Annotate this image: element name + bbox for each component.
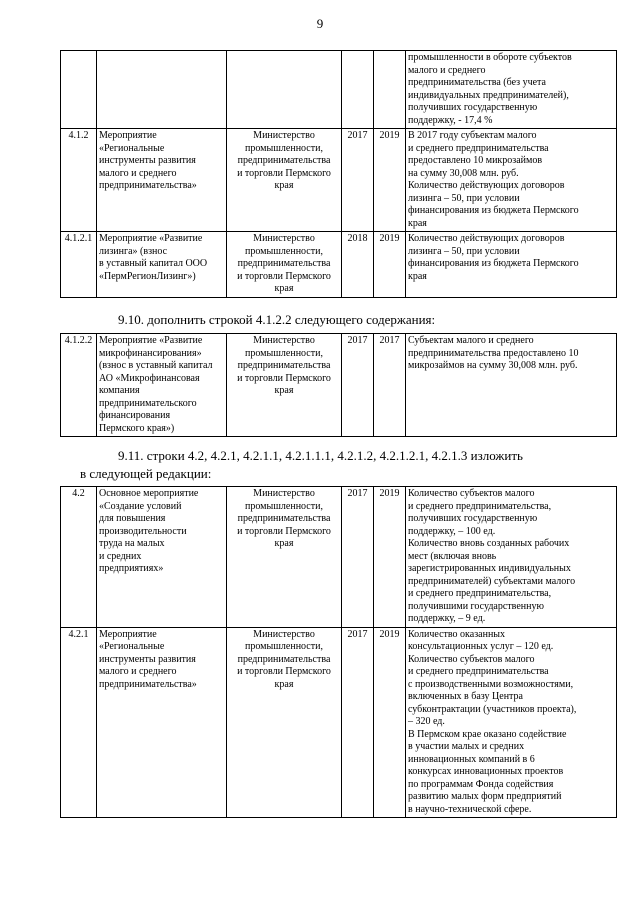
expected-result-cell-line: поддержку, – 100 ед. [408, 525, 496, 537]
expected-result-cell-line: Количество действующих договоров [408, 233, 565, 244]
start-year-cell: 2018 [342, 232, 374, 298]
responsible-executor-cell-line: Министерство [253, 130, 315, 141]
activity-name-cell [97, 51, 227, 129]
activity-name-cell-line: финансирования [99, 410, 171, 421]
responsible-executor-cell-line: промышленности, [245, 245, 323, 257]
responsible-executor-cell-line: предпринимательства [237, 513, 331, 524]
responsible-executor-cell-line: промышленности, [245, 142, 323, 154]
responsible-executor-cell-line: и торговли Пермского [237, 372, 331, 384]
item-number-cell: 4.1.2.2 [61, 334, 97, 437]
activity-name-cell [97, 334, 227, 437]
start-year-cell: 2017 [342, 487, 374, 628]
activity-name-cell-line: предпринимательства» [99, 678, 197, 690]
item-number-cell [61, 51, 97, 129]
expected-result-cell-line: поддержку, – 9 ед. [408, 613, 486, 624]
expected-result-cell-line: на сумму 30,008 млн. руб. [408, 167, 519, 179]
table-row [61, 627, 617, 818]
activity-name-cell-line: предпринимательства» [99, 180, 197, 191]
expected-result-cell-line: поддержку, - 17,4 % [408, 114, 493, 126]
expected-result-cell-line: малого и среднего [408, 64, 486, 76]
end-year-cell: 2019 [374, 129, 406, 232]
expected-result-cell-line: предпринимателей) субъектами малого [408, 575, 576, 587]
expected-result-cell-line: получивших государственную [408, 513, 538, 524]
expected-result-cell-line: Количество оказанных [408, 628, 506, 640]
responsible-executor-cell-line: предпринимательства [237, 155, 331, 166]
responsible-executor-cell-line: Министерство [253, 628, 315, 640]
table-row [61, 129, 617, 232]
responsible-executor-cell-line: промышленности, [245, 500, 323, 512]
activity-name-cell-line: микрофинансирования» [99, 347, 202, 359]
start-year-cell: 2017 [342, 627, 374, 818]
expected-result-cell-line: зарегистрированных индивидуальных [408, 563, 571, 574]
expected-result-cell-line: предпринимательства (без учета [408, 77, 546, 88]
item-number-cell: 4.2 [61, 487, 97, 628]
activity-name-cell-line: Мероприятие [99, 628, 157, 640]
expected-result-cell-line: развитию малых форм предприятий [408, 791, 562, 802]
activity-name-cell-line: Мероприятие [99, 130, 157, 141]
end-year-cell: 2019 [374, 487, 406, 628]
responsible-executor-cell-line: края [274, 538, 294, 549]
responsible-executor-cell-line: и торговли Пермского [237, 666, 331, 677]
expected-result-cell-line: Количество вновь созданных рабочих [408, 538, 570, 549]
expected-result-cell-line: лизинга – 50, при условии [408, 245, 520, 257]
expected-result-cell-line: микрозаймов на сумму 30,008 млн. руб. [408, 360, 578, 371]
activity-name-cell-line: «Региональные [99, 641, 165, 652]
expected-result-cell-line: финансирования из бюджета Пермского [408, 258, 579, 269]
activity-name-cell-line: производительности [99, 525, 187, 537]
activity-name-cell-line: АО «Микрофинансовая [99, 372, 200, 384]
start-year-cell [342, 51, 374, 129]
expected-result-cell-line: предпринимательства предоставлено 10 [408, 347, 579, 359]
activity-name-cell-line: и средних [99, 550, 142, 562]
responsible-executor-cell-line: и торговли Пермского [237, 525, 331, 537]
activity-name-cell-line: «ПермРегионЛизинг») [99, 270, 196, 282]
table-row [61, 487, 617, 628]
activity-name-cell-line: компания [99, 385, 140, 396]
activity-name-cell-line: «Региональные [99, 142, 165, 154]
activity-name-cell-line: Мероприятие «Развитие [99, 233, 203, 244]
expected-result-cell-line: индивидуальных предпринимателей), [408, 89, 569, 101]
expected-result-cell-line: края [408, 217, 427, 229]
activity-name-cell-line: Основное мероприятие [99, 488, 199, 499]
table-row [61, 232, 617, 298]
page-number: 9 [316, 16, 324, 31]
end-year-cell: 2019 [374, 627, 406, 818]
row-addition-table [60, 333, 617, 437]
activity-name-cell-line: в уставный капитал ООО [99, 258, 208, 269]
expected-result-cell [406, 51, 617, 129]
responsible-executor-cell [227, 232, 342, 298]
expected-result-cell-line: с производственными возможностями, [408, 678, 574, 690]
item-number-cell: 4.1.2.1 [61, 232, 97, 298]
responsible-executor-cell [227, 129, 342, 232]
activity-name-cell-line: малого и среднего [99, 167, 177, 179]
expected-result-cell-line: и среднего предпринимательства, [408, 588, 552, 599]
activity-name-cell-line: малого и среднего [99, 666, 177, 677]
activity-name-cell-line: труда на малых [99, 538, 165, 549]
responsible-executor-cell-line: края [274, 385, 294, 396]
expected-result-cell-line: субконтрактации (участников проекта), [408, 703, 577, 715]
responsible-executor-cell [227, 51, 342, 129]
activity-name-cell-line: для повышения [99, 513, 166, 524]
expected-result-cell-line: Количество субъектов малого [408, 653, 535, 665]
start-year-cell: 2017 [342, 334, 374, 437]
paragraph-9-11-line2: в следующей редакции: [80, 466, 212, 481]
responsible-executor-cell-line: края [274, 678, 294, 690]
expected-result-cell [406, 334, 617, 437]
expected-result-cell-line: в научно-технической сфере. [408, 803, 532, 815]
end-year-cell: 2017 [374, 334, 406, 437]
expected-result-cell-line: и среднего предпринимательства [408, 666, 549, 677]
expected-result-cell-line: и среднего предпринимательства, [408, 500, 552, 512]
activity-name-cell [97, 129, 227, 232]
expected-result-cell-line: включенных в базу Центра [408, 691, 523, 702]
activity-name-cell-line: предпринимательского [99, 397, 197, 409]
activity-name-cell-line: Пермского края») [99, 422, 175, 434]
expected-result-cell-line: Субъектам малого и среднего [408, 335, 534, 346]
activity-name-cell-line: Мероприятие «Развитие [99, 335, 203, 346]
start-year-cell: 2017 [342, 129, 374, 232]
responsible-executor-cell-line: промышленности, [245, 641, 323, 652]
activity-name-cell-line: инструменты развития [99, 155, 196, 166]
table-row [61, 51, 617, 129]
responsible-executor-cell-line: предпринимательства [237, 258, 331, 269]
expected-result-cell-line: получивших государственную [408, 102, 538, 113]
expected-result-cell-line: финансирования из бюджета Пермского [408, 205, 579, 216]
responsible-executor-cell-line: Министерство [253, 488, 315, 499]
expected-result-cell-line: получившими государственную [408, 600, 544, 612]
expected-result-cell [406, 129, 617, 232]
expected-result-cell-line: края [408, 270, 427, 282]
expected-result-cell [406, 487, 617, 628]
expected-result-cell-line: и среднего предпринимательства [408, 142, 549, 154]
expected-result-cell [406, 627, 617, 818]
expected-result-cell-line: В Пермском крае оказано содействие [408, 728, 567, 740]
expected-result-cell-line: предоставлено 10 микрозаймов [408, 155, 543, 166]
activity-name-cell-line: инструменты развития [99, 653, 196, 665]
expected-result-cell-line: В 2017 году субъектам малого [408, 130, 537, 141]
expected-result-cell-line: Количество субъектов малого [408, 488, 535, 499]
activity-name-cell [97, 232, 227, 298]
responsible-executor-cell-line: промышленности, [245, 347, 323, 359]
activity-name-cell-line: лизинга» (взнос [99, 245, 168, 257]
item-number-cell: 4.1.2 [61, 129, 97, 232]
responsible-executor-cell-line: Министерство [253, 335, 315, 346]
responsible-executor-cell [227, 334, 342, 437]
end-year-cell: 2019 [374, 232, 406, 298]
activity-name-cell [97, 487, 227, 628]
activity-name-cell-line: (взнос в уставный капитал [99, 360, 213, 371]
responsible-executor-cell [227, 627, 342, 818]
responsible-executor-cell-line: предпринимательства [237, 653, 331, 665]
responsible-executor-cell [227, 487, 342, 628]
paragraph-9-11-line1: 9.11. строки 4.2, 4.2.1, 4.2.1.1, 4.2.1.1.1, 4.2.1.2, 4.2.1.2.1, 4.2.1.3 изложить [118, 448, 523, 463]
item-number-cell: 4.2.1 [61, 627, 97, 818]
end-year-cell [374, 51, 406, 129]
expected-result-cell-line: мест (включая вновь [408, 550, 497, 562]
expected-result-cell-line: лизинга – 50, при условии [408, 192, 520, 204]
expected-result-cell-line: конкурсах инновационных проектов [408, 766, 564, 777]
responsible-executor-cell-line: края [274, 180, 294, 191]
responsible-executor-cell-line: края [274, 283, 294, 294]
expected-result-cell-line: консультационных услуг – 120 ед. [408, 641, 554, 652]
expected-result-cell-line: по программам Фонда содействия [408, 778, 554, 790]
expected-result-cell-line: инновационных компаний в 6 [408, 753, 535, 765]
responsible-executor-cell-line: и торговли Пермского [237, 167, 331, 179]
expected-result-cell-line: промышленности в обороте субъектов [408, 52, 572, 63]
responsible-executor-cell-line: Министерство [253, 233, 315, 244]
expected-result-cell-line: – 320 ед. [408, 716, 445, 727]
program-table-continued [60, 50, 617, 298]
expected-result-cell [406, 232, 617, 298]
activity-name-cell [97, 627, 227, 818]
expected-result-cell-line: Количество действующих договоров [408, 180, 565, 191]
paragraph-9-10: 9.10. дополнить строкой 4.1.2.2 следующего содержания: [118, 312, 436, 327]
new-wording-table [60, 486, 617, 818]
responsible-executor-cell-line: и торговли Пермского [237, 270, 331, 282]
responsible-executor-cell-line: предпринимательства [237, 360, 331, 371]
expected-result-cell-line: в участии малых и средних [408, 741, 525, 752]
activity-name-cell-line: «Создание условий [99, 500, 182, 512]
table-row [61, 334, 617, 437]
activity-name-cell-line: предприятиях» [99, 563, 164, 574]
